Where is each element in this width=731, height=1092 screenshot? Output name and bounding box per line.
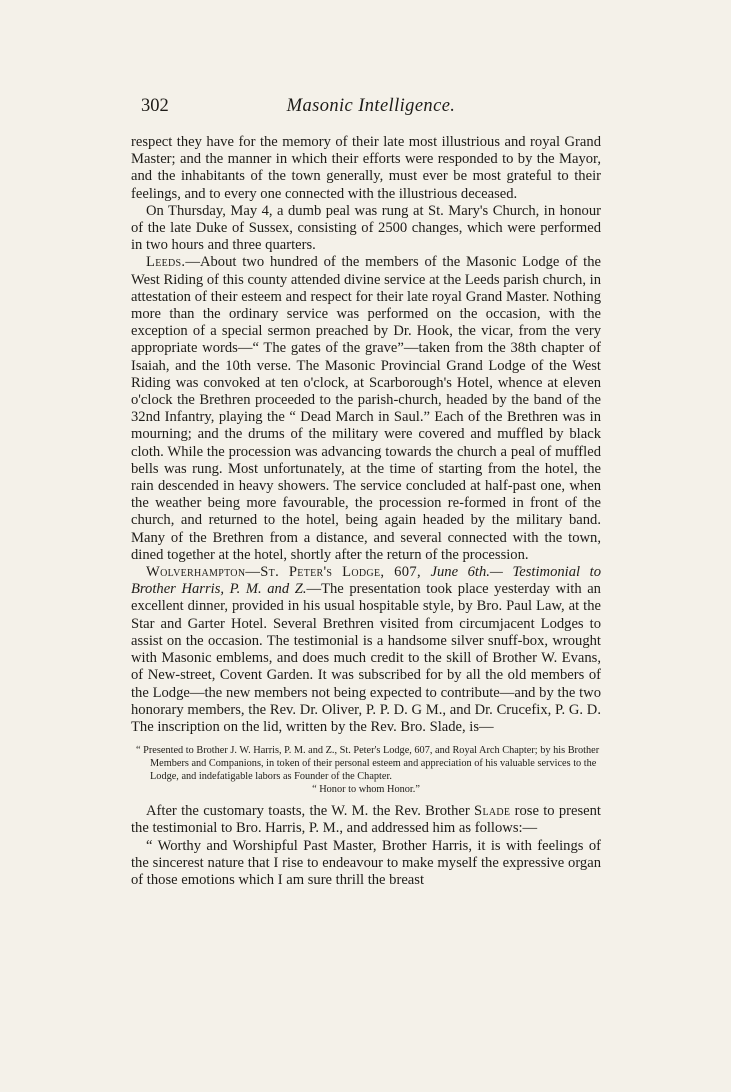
leeds-lead: Leeds.	[146, 254, 186, 271]
wolverhampton-text: —The presentation took place yesterday with an excellent dinner, provided in his usual hospitable style, by Bro. Paul Law, at the Star and Garter Hotel. Several Brethren visited from circumjacent Lodges to assist on the occasion. The testimonial is a handsome silver snuff-box, wrought with Masonic emblems, and does much credit to the skill of Brother W. Evans, of New-street, Covent Garden. It was subscribed for by all the old members of the Lodge—the new members not being expected to contribute—and by the two honorary members, the Rev. Dr. Oliver, P. P. D. G M., and Dr. Crucefix, P. G. D. The inscription on the lid, written by the Rev. Bro. Slade, is—	[131, 581, 601, 735]
article-body	[131, 134, 601, 889]
wolverhampton-lead: Wolverhampton—St. Peter's Lodge, 607,	[146, 564, 421, 581]
page-header	[141, 96, 601, 122]
page-number: 302	[141, 96, 169, 116]
inscription-motto: “ Honor to whom Honor.”	[312, 784, 420, 796]
paragraph-leeds	[131, 254, 601, 564]
toasts-text-b: rose to present the testimonial to Bro. Harris, P. M., and addressed him as follows:—	[131, 803, 601, 837]
paragraph-funeral-conclusion: respect they have for the memory of their late most illustrious and royal Grand Master; and the manner in which their efforts were responded to by the Mayor, and the inhabitants of the town generally, must ever be most grateful to their feelings, and to every one connected with the illustrious deceased.	[131, 134, 601, 202]
paragraph-dumb-peal: On Thursday, May 4, a dumb peal was rung at St. Mary's Church, in honour of the late Duke of Sussex, consisting of 2500 changes, which were performed in two hours and three quarters.	[131, 202, 601, 254]
paragraph-wolverhampton	[131, 564, 601, 736]
paragraph-address: “ Worthy and Worshipful Past Master, Brother Harris, it is with feelings of the sincerest nature that I rise to endeavour to make myself the expressive organ of those emotions which I am sure thrill the breast	[131, 837, 601, 888]
wolverhampton-title: June 6th.— Testimonial to Brother Harris, P. M. and Z.	[131, 564, 601, 598]
paragraph-toasts	[131, 803, 601, 837]
running-title: Masonic Intelligence.	[286, 96, 456, 116]
toasts-text-a: After the customary toasts, the W. M. the Rev. Brother	[146, 803, 475, 820]
toasts-name: Slade	[474, 803, 511, 820]
leeds-text: —About two hundred of the members of the Masonic Lodge of the West Riding of this county attended divine service at the Leeds parish church, in attestation of their esteem and respect for their late royal Grand Master. Nothing more than the ordinary service was performed on the occasion, with the exception of a special sermon preached by Dr. Hook, the vicar, from the very appropriate words—“ The gates of the grave”—taken from the 38th chapter of Isaiah, and the 10th verse. The Masonic Provincial Grand Lodge of the West Riding was convoked at ten o'clock, at Scarborough's Hotel, whence at eleven o'clock the Brethren proceeded to the parish-church, headed by the band of the 32nd Infantry, playing the “ Dead March in Saul.” Each of the Brethren was in mourning; and the drums of the military were covered and muffled by black cloth. While the procession was advancing towards the church a peal of muffled bells was rung. Most unfortunately, at the time of starting from the hotel, the rain descended in heavy showers. The service concluded at half-past one, when the weather being more favourable, the procession re-formed in front of the church, and returned to the hotel, being again headed by the military band. Many of the Brethren from a distance, and several connected with the town, dined together at the hotel, shortly after the return of the procession.	[131, 254, 601, 563]
inscription-quote: “ Presented to Brother J. W. Harris, P. M. and Z., St. Peter's Lodge, 607, and Royal Arch Chapter; by his Brother Members and Companions, in token of their personal esteem and appreciation of his valuable services to the Lodge, and indefatigable labors as Founder of the Chapter.	[136, 745, 600, 783]
